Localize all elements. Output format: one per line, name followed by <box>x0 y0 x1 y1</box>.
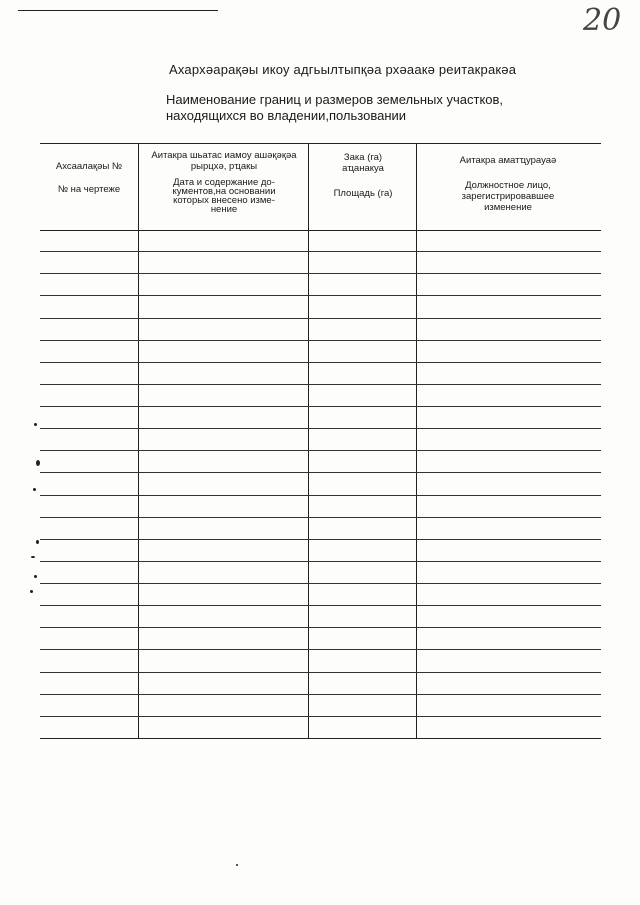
scan-speck <box>33 488 36 491</box>
title-russian <box>166 92 504 124</box>
table-row <box>40 230 601 252</box>
table-row <box>40 673 601 695</box>
scan-speck <box>34 423 37 426</box>
table-row <box>40 650 601 672</box>
header-number-russian: № на чертеже <box>57 184 121 195</box>
table-row <box>40 473 601 495</box>
header-area-russian: Площадь (га) <box>333 188 393 199</box>
top-rule <box>18 10 218 11</box>
table-row <box>40 518 601 540</box>
row-bottom-rule <box>40 738 601 739</box>
table-row <box>40 606 601 628</box>
header-documents-russian: Дата и содержание до- кументов,на основании которых внесено изме- нение <box>172 177 276 215</box>
table-row <box>40 296 601 318</box>
scan-speck <box>31 556 35 558</box>
table-row <box>40 363 601 385</box>
scan-speck <box>36 460 40 466</box>
header-cell-official <box>428 155 588 213</box>
table-row <box>40 628 601 650</box>
table-row <box>40 407 601 429</box>
table-row <box>40 496 601 518</box>
header-area-abkhaz: Зака (га) аҵанакуа <box>342 152 384 174</box>
table-row <box>40 429 601 451</box>
table-row <box>40 584 601 606</box>
scan-speck <box>34 575 37 578</box>
table-row <box>40 695 601 717</box>
table-row <box>40 717 601 739</box>
scan-speck <box>36 540 39 544</box>
table-row <box>40 252 601 274</box>
header-official-abkhaz: Аитакра аматҵурауаә <box>459 155 557 166</box>
title-abkhaz: Ахархәарақәы икоу адгьылтыпқәа рхәаакә реитакракәа <box>169 62 517 77</box>
table-row <box>40 562 601 584</box>
title-russian-line-2: находящихся во владении,пользовании <box>166 108 407 123</box>
header-documents-abkhaz: Аитакра шьатас иамоу ашәқәқәа рырцхә, рҵакы <box>151 150 297 172</box>
header-official-russian: Должностное лицо, зарегистрировавшее изменение <box>461 180 555 213</box>
register-table <box>40 143 601 739</box>
title-russian-line-1: Наименование границ и размеров земельных участков, <box>166 92 504 107</box>
table-row <box>40 319 601 341</box>
page-number: 20 <box>583 3 622 38</box>
header-number-abkhaz: Ахсаалақәы № <box>55 161 123 172</box>
header-cell-number <box>40 161 138 195</box>
header-cell-area <box>315 152 411 199</box>
scan-speck <box>30 590 33 593</box>
header-cell-documents <box>150 150 298 214</box>
table-row <box>40 341 601 363</box>
scan-speck <box>236 864 238 866</box>
table-row <box>40 274 601 296</box>
table-row <box>40 385 601 407</box>
table-row <box>40 540 601 562</box>
table-row <box>40 451 601 473</box>
table-body <box>40 230 601 739</box>
table-top-border <box>40 143 601 144</box>
